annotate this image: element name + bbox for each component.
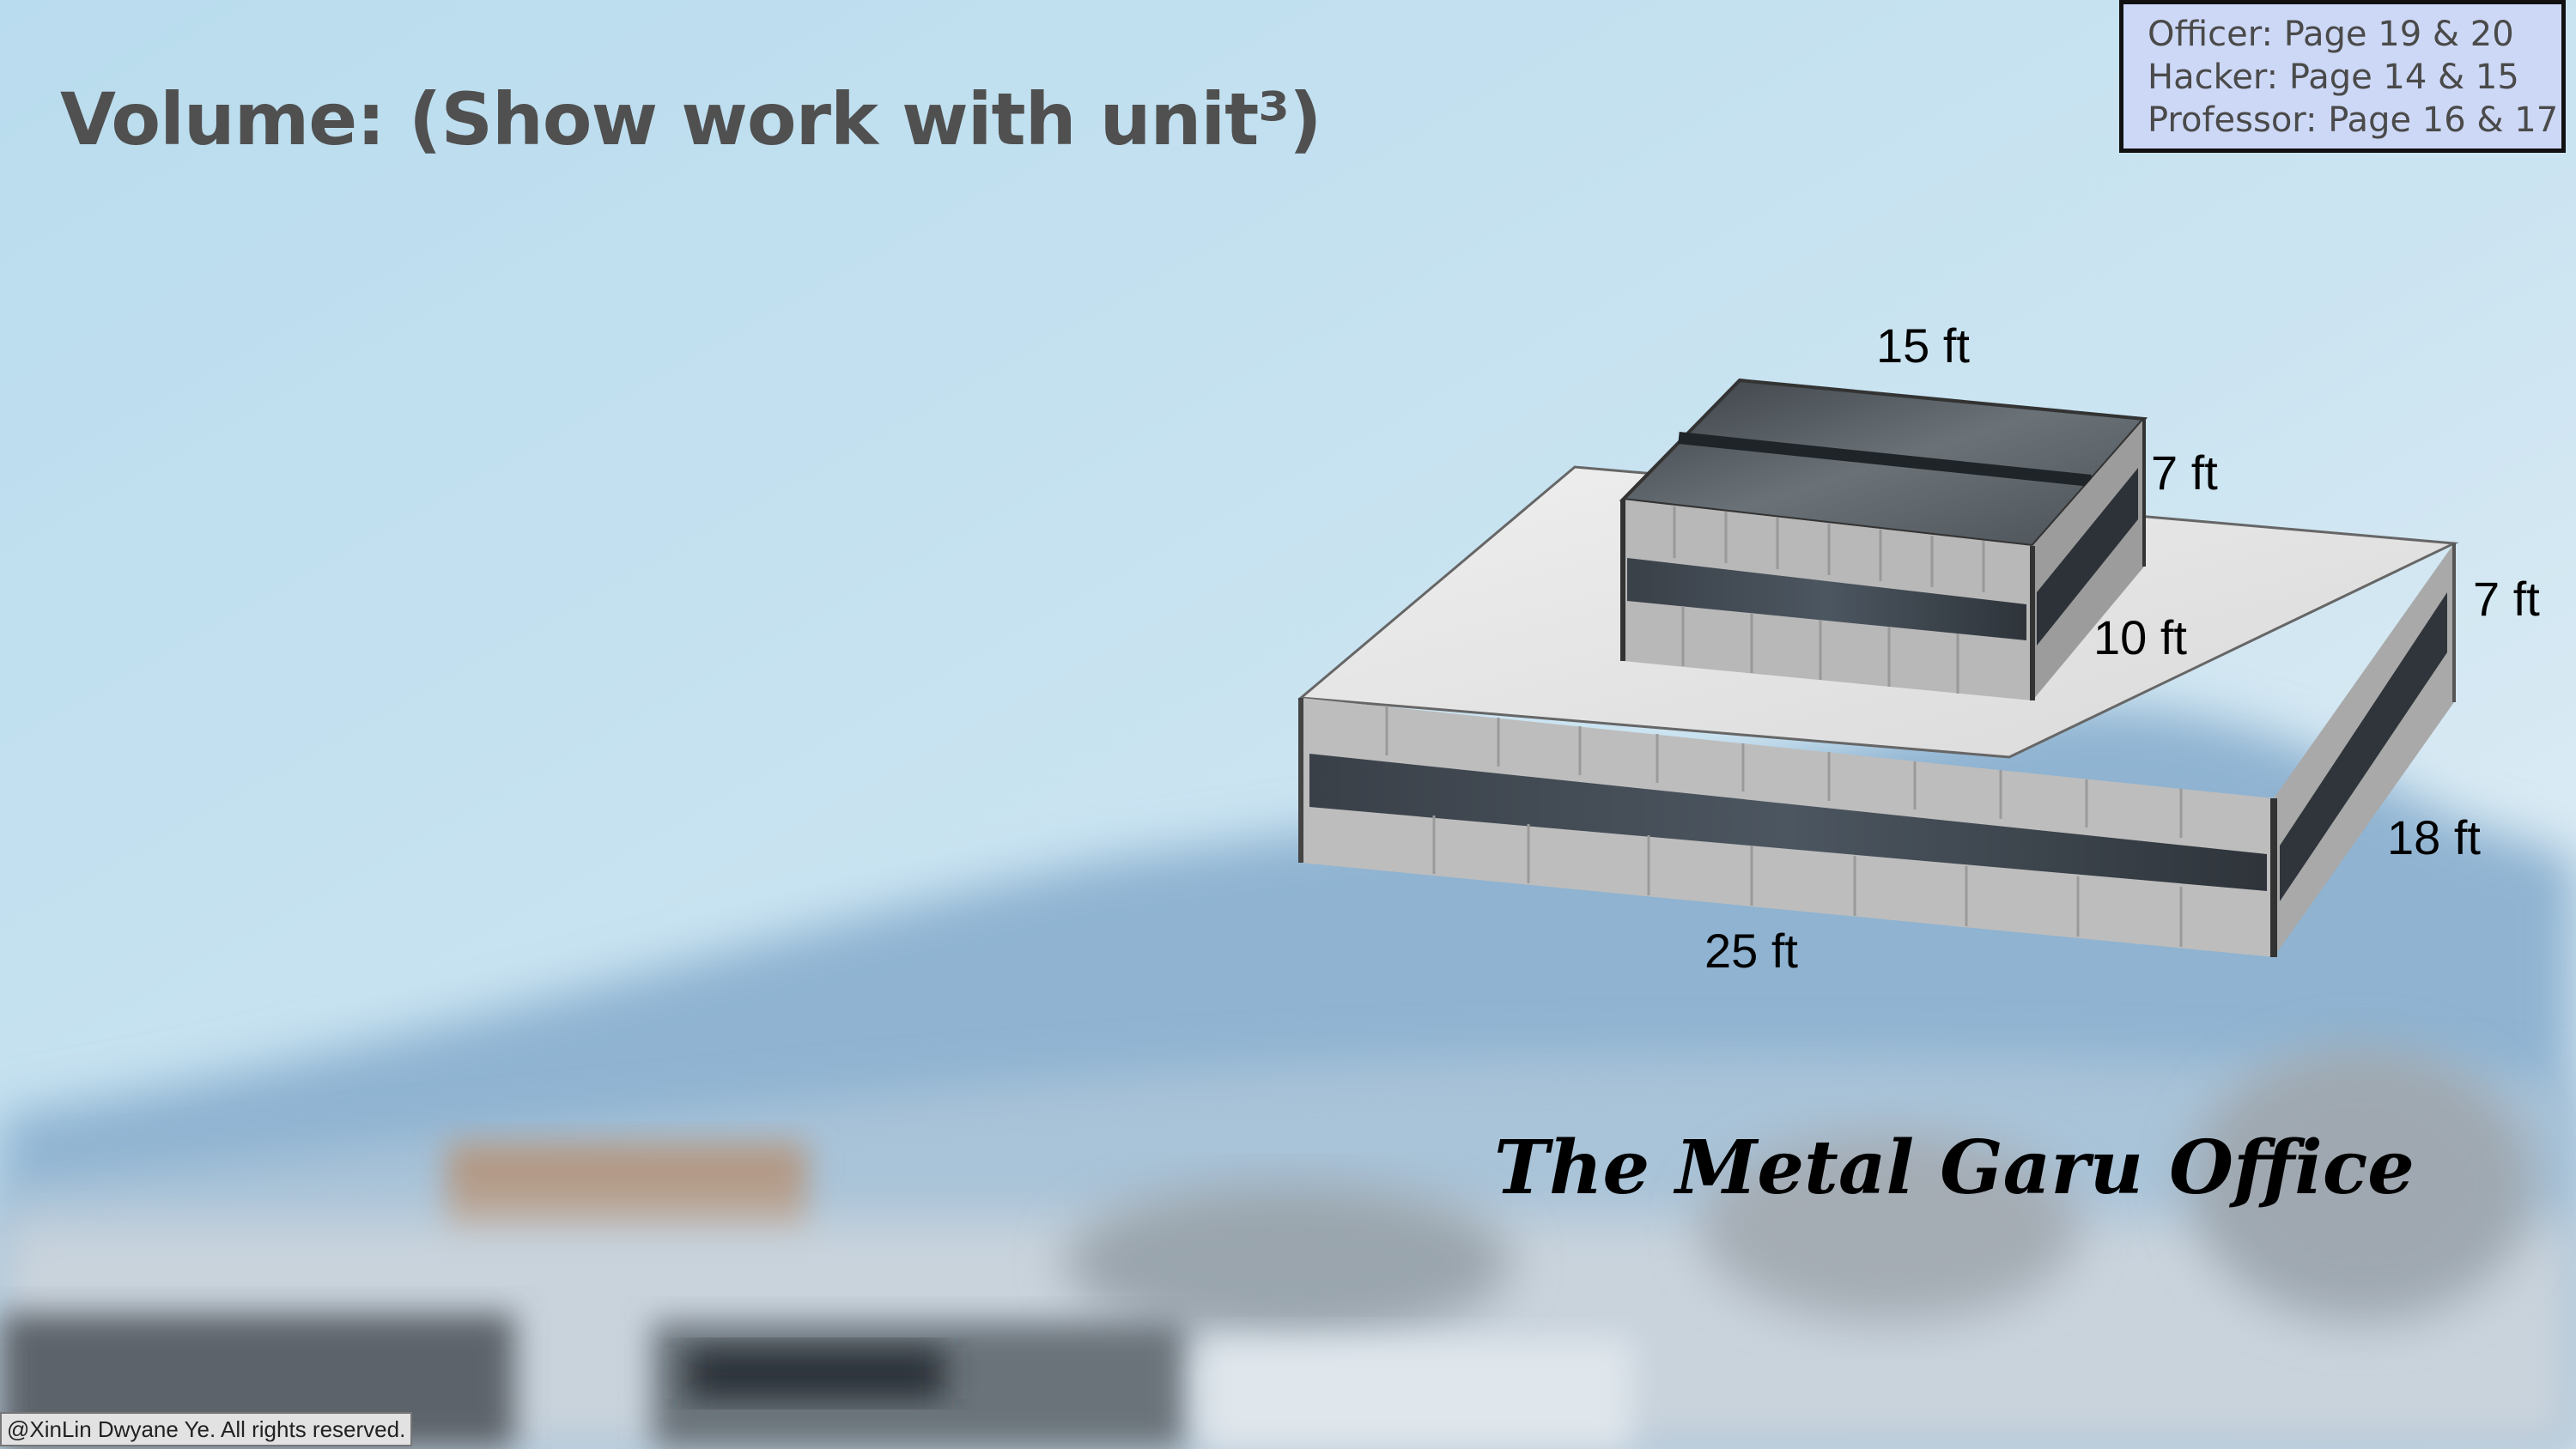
dimension-base-length: 25 ft: [1704, 924, 1798, 978]
volume-heading: Volume: (Show work with unit³): [60, 77, 1321, 161]
dimension-base-width: 18 ft: [2387, 810, 2481, 864]
reference-hacker: Hacker: Page 14 & 15: [2148, 58, 2519, 97]
dimension-top-height: 7 ft: [2151, 446, 2218, 500]
reference-officer: Officer: Page 19 & 20: [2148, 15, 2514, 54]
dimension-base-height: 7 ft: [2473, 572, 2540, 626]
reference-professor: Professor: Page 16 & 17: [2148, 100, 2559, 140]
dimension-top-length: 15 ft: [1876, 318, 1970, 373]
dimension-top-width: 10 ft: [2093, 610, 2187, 664]
office-title: The Metal Garu Office: [1494, 1125, 2415, 1211]
copyright-notice: @XinLin Dwyane Ye. All rights reserved.: [0, 1412, 412, 1446]
top-block: [1623, 380, 2144, 700]
